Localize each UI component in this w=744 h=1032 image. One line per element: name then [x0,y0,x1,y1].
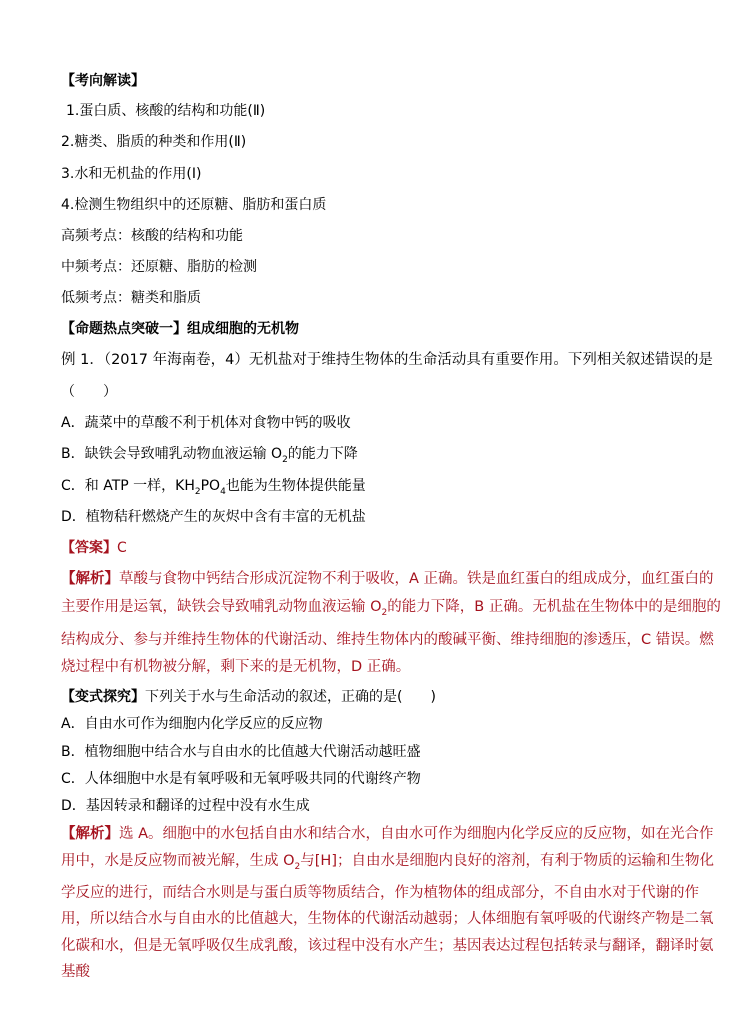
option-d: D．植物秸秆燃烧产生的灰烬中含有丰富的无机盐 [61,509,366,525]
frequency-high: 高频考点：核酸的结构和功能 [61,228,243,244]
variant-option-d: D．基因转录和翻译的过程中没有水生成 [61,798,310,814]
objective-1: 1.蛋白质、核酸的结构和功能(Ⅱ) [66,103,266,119]
section-header: 【考向解读】 [61,73,145,89]
variant-option-a: A．自由水可作为细胞内化学反应的反应物 [61,716,323,732]
variant-option-c: C．人体细胞中水是有氧呼吸和无氧呼吸共同的代谢终产物 [61,771,421,787]
option-a: A．蔬菜中的草酸不利于机体对食物中钙的吸收 [61,415,351,431]
example-question: 例 1．（2017 年海南卷，4）无机盐对于维持生物体的生命活动具有重要作用。下列相关叙述错误的是 [61,352,713,368]
objective-3: 3.水和无机盐的作用(Ⅰ) [61,166,202,182]
objective-4: 4.检测生物组织中的还原糖、脂肪和蛋白质 [61,197,327,213]
option-c: C．和 ATP 一样，$KH_2PO_4$也能为生物体提供能量 [61,478,366,497]
analysis-paragraph: 【解析】草酸与食物中钙结合形成沉淀物不利于吸收，A 正确。铁是血红蛋白的组成成分，血红蛋白的主要作用是运氧，缺铁会导致哺乳动物血液运输 $O_2$的能力下降，B 正确。无机盐在生物体中的是细胞的结构成分、参与并维持生物体的代谢活动、维持生物体内的酸碱平衡、维持细胞的渗透压，C 错误。燃烧过程中有机物被分解，剩下来的是无机物，D 正确。 [61,571,721,676]
frequency-mid: 中频考点：还原糖、脂肪的检测 [61,259,257,275]
variant-option-b: B．植物细胞中结合水与自由水的比值越大代谢活动越旺盛 [61,744,421,760]
frequency-low: 低频考点：糖类和脂质 [61,290,201,306]
objective-2: 2.糖类、脂质的种类和作用(Ⅱ) [61,134,247,150]
section-title: 【命题热点突破一】组成细胞的无机物 [61,321,299,337]
option-b: B．缺铁会导致哺乳动物血液运输 $O_2$的能力下降 [61,446,358,465]
variant-question: 【变式探究】下列关于水与生命活动的叙述，正确的是( ) [61,689,436,705]
example-blank: （ ） [61,384,117,400]
variant-analysis-paragraph: 【解析】选 A。细胞中的水包括自由水和结合水，自由水可作为细胞内化学反应的反应物，如在光合作用中，水是反应物而被光解，生成 $O_2$与[H]；自由水是细胞内良好的溶剂，有利于物质的运输和生物化学反应的进行，而结合水则是与蛋白质等物质结合，作为植物体的组成部分，不自由水对于代谢的作用，所以结合水与自由水的比值越大，生物体的代谢活动越弱；人体细胞有氧呼吸的代谢终产物是二氧化碳和水，但是无氧呼吸仅生成乳酸，该过程中没有水产生；基因表达过程包括转录与翻译，翻译时氨基酸 [61,826,714,981]
answer: 【答案】C [61,540,127,556]
